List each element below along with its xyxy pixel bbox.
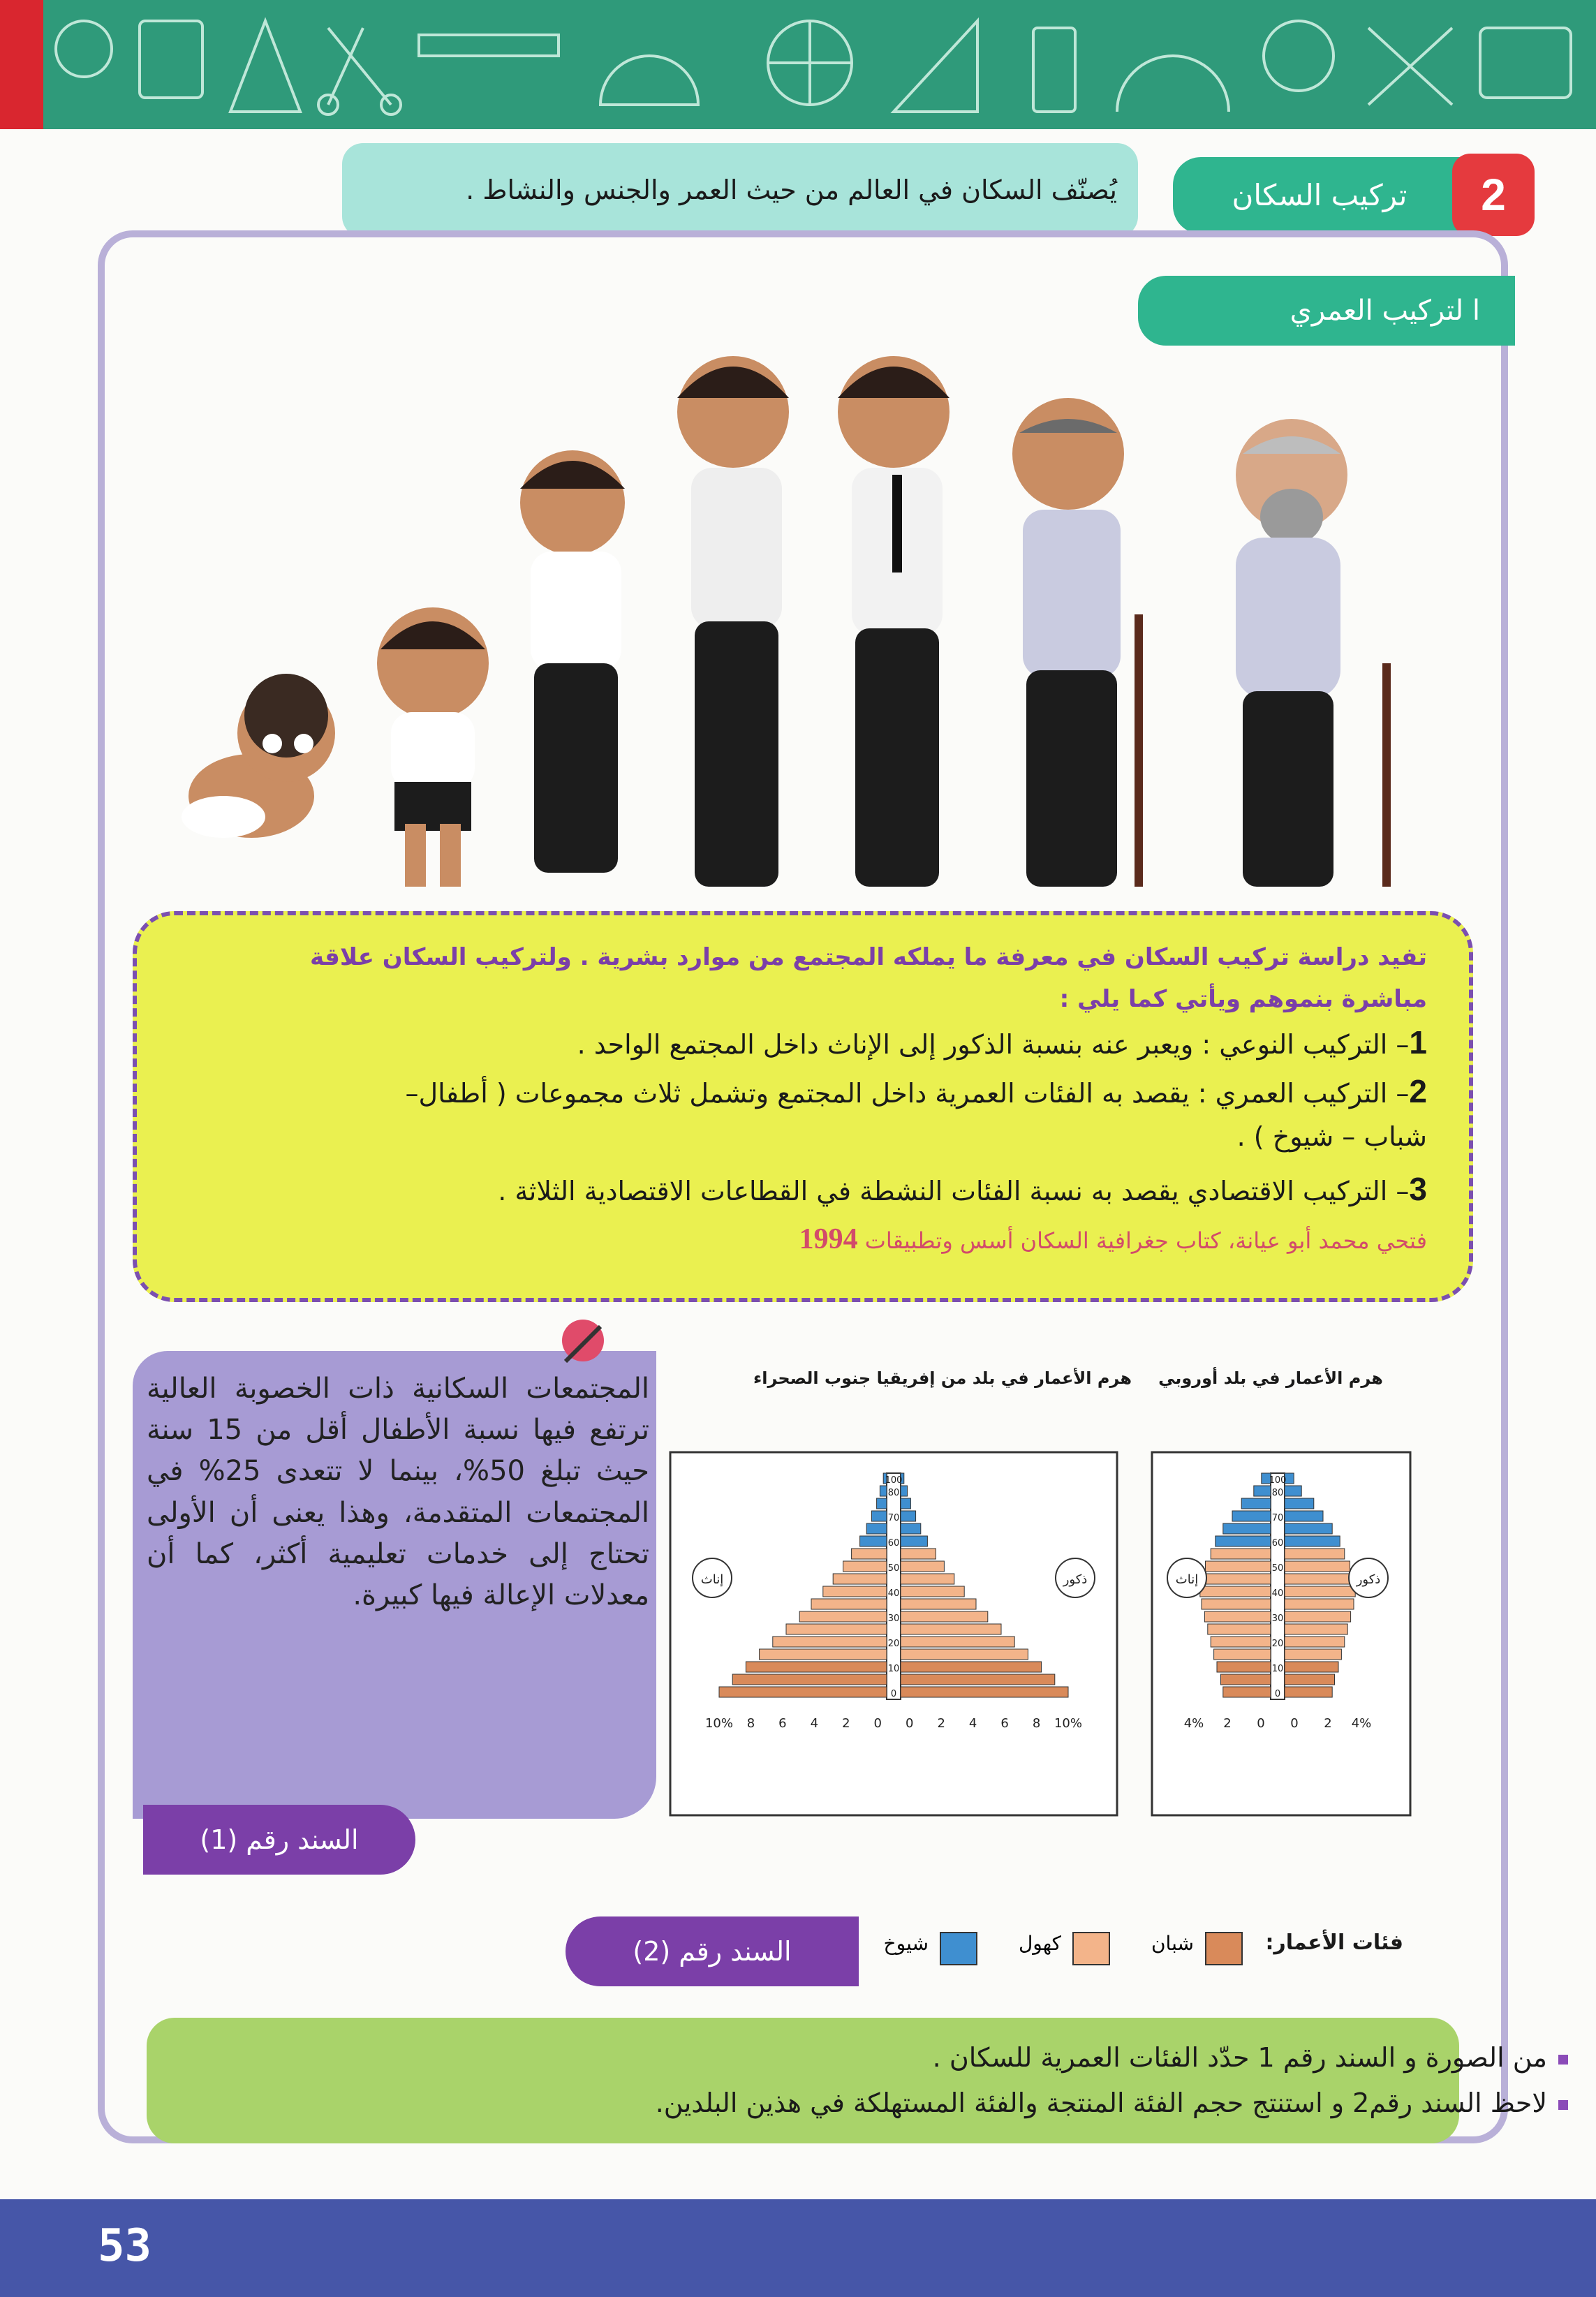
legend-title: فئات الأعمار: <box>1265 1930 1403 1955</box>
europe-bar-female <box>1211 1549 1271 1559</box>
africa-axis-tick: 8 <box>746 1716 755 1731</box>
europe-bar-male <box>1285 1649 1341 1660</box>
europe-bar-male <box>1285 1511 1323 1521</box>
africa-axis-tick: 10% <box>704 1716 734 1731</box>
africa-axis-tick: 2 <box>937 1716 945 1731</box>
info-item-gender: 1– التركيب النوعي : ويعبر عنه بنسبة الذكور إلى الإناث داخل المجتمع الواحد . <box>577 1024 1427 1061</box>
legend-old: شيوخ <box>883 1932 929 1955</box>
subsection-title: ا لتركيب العمري <box>1290 295 1480 327</box>
europe-age-tick: 100 <box>1269 1475 1287 1486</box>
europe-bar-female <box>1223 1687 1271 1697</box>
africa-bar-male <box>901 1599 976 1609</box>
question-1: من الصورة و السند رقم 1 حدّد الفئات العمرية للسكان . <box>933 2042 1568 2073</box>
info-item-age: 2– التركيب العمري : يقصد به الفئات العمرية داخل المجتمع وتشمل ثلاث مجموعات ( أطفال– <box>405 1073 1427 1109</box>
europe-bar-male <box>1285 1674 1335 1685</box>
africa-bar-male <box>901 1687 1068 1697</box>
africa-age-tick: 10 <box>887 1664 900 1674</box>
africa-bar-male <box>901 1536 927 1546</box>
teen-figure <box>677 356 789 887</box>
europe-axis-tick: 4% <box>1183 1716 1204 1731</box>
doc1-text: المجتمعات السكانية ذات الخصوبة العالية ترتفع فيها نسبة الأطفال أقل من 15 سنة حيث تبلغ 50%، بينما لا تتعدى 25% في المجتمعات المتقدمة، وهذا يعنى أن الأولى تحتاج إلى خدمات تعليمية أكثر، كما أن معدلات الإعالة فيها كبيرة. <box>147 1373 649 1611</box>
info-box <box>133 911 1473 1302</box>
pushpin-icon <box>545 1313 621 1375</box>
africa-bar-female <box>852 1549 887 1559</box>
legend-young-swatch <box>1205 1932 1243 1965</box>
europe-bar-male <box>1285 1523 1332 1534</box>
africa-bar-male <box>901 1611 988 1622</box>
africa-bar-male <box>901 1523 921 1534</box>
europe-age-tick: 30 <box>1271 1613 1284 1624</box>
footer-band <box>0 2199 1596 2297</box>
europe-bar-female <box>1221 1674 1271 1685</box>
europe-bar-male <box>1285 1486 1301 1496</box>
europe-bar-male <box>1285 1549 1345 1559</box>
europe-bar-female <box>1254 1486 1271 1496</box>
middle-aged-figure <box>1012 398 1143 887</box>
africa-age-tick: 60 <box>887 1538 900 1549</box>
europe-bar-female <box>1200 1586 1271 1597</box>
africa-bar-female <box>746 1662 887 1672</box>
age-stages-illustration <box>140 335 1480 922</box>
europe-bar-female <box>1202 1574 1271 1584</box>
population-pyramids <box>663 1327 1417 1885</box>
school-doodles <box>0 0 1596 129</box>
africa-bar-female <box>811 1599 887 1609</box>
legend-adult-swatch <box>1072 1932 1110 1965</box>
africa-bar-male <box>901 1624 1001 1634</box>
europe-bar-male <box>1285 1574 1354 1584</box>
africa-bar-male <box>901 1574 954 1584</box>
age-legend <box>873 1923 1403 1972</box>
europe-age-tick: 60 <box>1271 1538 1284 1549</box>
africa-female-label: إناث <box>700 1572 724 1587</box>
africa-bar-female <box>866 1523 887 1534</box>
legend-young: شبان <box>1151 1932 1194 1955</box>
africa-bar-female <box>880 1486 887 1496</box>
banner-red-edge <box>0 0 43 129</box>
europe-bar-male <box>1285 1561 1350 1572</box>
africa-age-tick: 100 <box>885 1475 903 1486</box>
africa-bar-female <box>799 1611 887 1622</box>
africa-bar-female <box>732 1674 887 1685</box>
question-2: لاحظ السند رقم2 و استنتج حجم الفئة المنتجة والفئة المستهلكة في هذين البلدين. <box>656 2088 1568 2118</box>
toddler-figure <box>377 607 489 887</box>
africa-bar-male <box>901 1511 916 1521</box>
africa-bar-female <box>833 1574 887 1584</box>
info-item-age-cont: شباب – شيوخ ) . <box>1236 1121 1427 1152</box>
info-item-economic: 3– التركيب الاقتصادي يقصد به نسبة الفئات النشطة في القطاعات الاقتصادية الثلاثة . <box>498 1171 1427 1207</box>
europe-bar-male <box>1285 1586 1355 1597</box>
europe-pyramid-title: هرم الأعمار في بلد أوروبي <box>1158 1368 1383 1388</box>
africa-axis-tick: 0 <box>873 1716 882 1731</box>
europe-axis-tick: 2 <box>1324 1716 1332 1731</box>
legend-old-swatch <box>940 1932 977 1965</box>
europe-bar-male <box>1285 1662 1338 1672</box>
africa-axis-tick: 4 <box>968 1716 977 1731</box>
africa-axis-tick: 6 <box>1000 1716 1009 1731</box>
doc1-label: السند رقم (1) <box>143 1805 415 1875</box>
africa-bar-female <box>786 1624 887 1634</box>
africa-bar-male <box>901 1586 964 1597</box>
europe-male-label: ذكور <box>1356 1572 1381 1587</box>
europe-bar-female <box>1204 1611 1271 1622</box>
questions-box <box>147 2018 1459 2143</box>
africa-bar-male <box>901 1674 1055 1685</box>
europe-axis-tick: 4% <box>1351 1716 1372 1731</box>
africa-bar-female <box>760 1649 887 1660</box>
section-title: تركيب السكان <box>1232 178 1407 212</box>
europe-bar-female <box>1217 1662 1271 1672</box>
africa-age-tick: 0 <box>890 1689 897 1699</box>
page-number: 53 <box>98 2220 152 2272</box>
europe-age-tick: 40 <box>1271 1588 1284 1599</box>
bullet-icon <box>1558 2055 1568 2065</box>
europe-bar-male <box>1285 1687 1332 1697</box>
africa-bar-male <box>901 1486 908 1496</box>
africa-bar-male <box>901 1637 1014 1647</box>
europe-age-tick: 20 <box>1271 1639 1284 1649</box>
section-number: 2 <box>1452 154 1535 236</box>
africa-axis-tick: 8 <box>1032 1716 1041 1731</box>
europe-female-label: إناث <box>1175 1572 1199 1587</box>
child-figure <box>520 450 625 873</box>
africa-bar-female <box>877 1498 887 1509</box>
africa-age-tick: 30 <box>887 1613 900 1624</box>
europe-axis-tick: 0 <box>1257 1716 1265 1731</box>
europe-bar-female <box>1223 1523 1271 1534</box>
europe-bar-female <box>1211 1637 1271 1647</box>
europe-bar-female <box>1202 1599 1271 1609</box>
africa-bar-male <box>901 1498 910 1509</box>
europe-bar-female <box>1241 1498 1271 1509</box>
europe-bar-male <box>1285 1498 1314 1509</box>
europe-age-tick: 50 <box>1271 1563 1284 1574</box>
africa-bar-female <box>860 1536 887 1546</box>
adult-figure <box>838 356 950 887</box>
baby-figure <box>182 674 335 838</box>
africa-age-tick: 50 <box>887 1563 900 1574</box>
africa-bar-male <box>901 1561 944 1572</box>
africa-pyramid-title: هرم الأعمار في بلد من إفريقيا جنوب الصحراء <box>753 1368 1132 1388</box>
africa-age-tick: 70 <box>887 1513 900 1523</box>
legend-adult: كهول <box>1018 1932 1061 1955</box>
europe-bar-female <box>1216 1536 1271 1546</box>
africa-male-label: ذكور <box>1063 1572 1088 1587</box>
europe-bar-male <box>1285 1637 1345 1647</box>
europe-bar-male <box>1285 1536 1340 1546</box>
info-intro-line2: مباشرة بنموهم ويأتي كما يلي : <box>1059 985 1427 1013</box>
europe-axis-tick: 2 <box>1223 1716 1232 1731</box>
europe-bar-female <box>1214 1649 1271 1660</box>
section-intro: يُصنّف السكان في العالم من حيث العمر والجنس والنشاط . <box>342 143 1138 237</box>
europe-bar-female <box>1232 1511 1271 1521</box>
africa-axis-tick: 6 <box>778 1716 787 1731</box>
europe-age-tick: 10 <box>1271 1664 1284 1674</box>
europe-bar-male <box>1285 1611 1351 1622</box>
africa-axis-tick: 0 <box>906 1716 914 1731</box>
africa-age-tick: 40 <box>887 1588 900 1599</box>
europe-bar-female <box>1206 1561 1271 1572</box>
info-source: فتحي محمد أبو عيانة، كتاب جغرافية السكان أسس وتطبيقات 1994 <box>799 1223 1427 1255</box>
europe-age-tick: 70 <box>1271 1513 1284 1523</box>
info-intro-line1: تفيد دراسة تركيب السكان في معرفة ما يملكه المجتمع من موارد بشرية . ولتركيب السكان علاقة <box>310 943 1427 971</box>
africa-bar-male <box>901 1649 1028 1660</box>
africa-bar-male <box>901 1662 1042 1672</box>
europe-bar-male <box>1285 1624 1347 1634</box>
africa-age-tick: 20 <box>887 1639 900 1649</box>
africa-bar-female <box>843 1561 887 1572</box>
africa-bar-female <box>719 1687 887 1697</box>
doc2-label: السند رقم (2) <box>566 1916 859 1986</box>
europe-axis-tick: 0 <box>1290 1716 1299 1731</box>
top-banner <box>0 0 1596 129</box>
africa-axis-tick: 2 <box>842 1716 850 1731</box>
europe-bar-female <box>1208 1624 1271 1634</box>
europe-age-tick: 0 <box>1274 1689 1281 1699</box>
elderly-figure <box>1236 419 1391 887</box>
africa-bar-female <box>823 1586 887 1597</box>
africa-bar-male <box>901 1549 936 1559</box>
bullet-icon <box>1558 2100 1568 2110</box>
africa-age-tick: 80 <box>887 1488 900 1498</box>
africa-bar-female <box>773 1637 887 1647</box>
africa-axis-tick: 4 <box>810 1716 819 1731</box>
africa-axis-tick: 10% <box>1054 1716 1083 1731</box>
europe-age-tick: 80 <box>1271 1488 1284 1498</box>
europe-bar-male <box>1285 1599 1354 1609</box>
africa-bar-female <box>871 1511 887 1521</box>
